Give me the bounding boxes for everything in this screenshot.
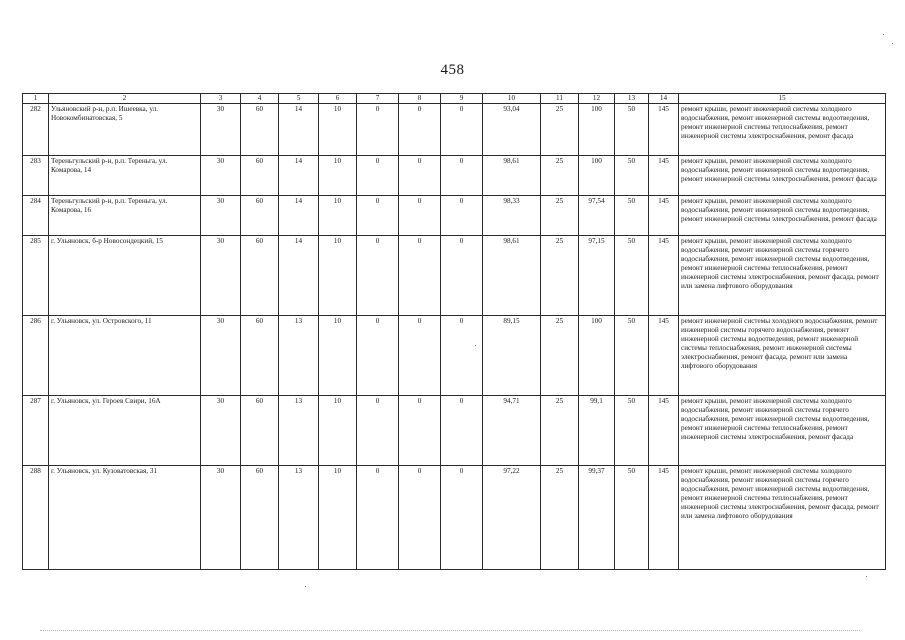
value-cell: 14 bbox=[279, 156, 319, 196]
value-cell: 0 bbox=[357, 316, 399, 396]
works-cell: ремонт крыши, ремонт инженерной системы холодного водоснабжения, ремонт инженерной системы горячего водоснабжения, ремонт инженерной системы водоотведения, ремонт инженерной системы теплоснабжения, ремонт инженерной системы электроснабжения, ремонт фасада bbox=[679, 396, 886, 466]
value-cell: 0 bbox=[441, 156, 483, 196]
value-cell: 13 bbox=[279, 316, 319, 396]
value-cell: 94,71 bbox=[483, 396, 541, 466]
address-cell: г. Ульяновск, ул. Кузоватовская, 31 bbox=[49, 466, 201, 570]
value-cell: 145 bbox=[649, 196, 679, 236]
value-cell: 145 bbox=[649, 156, 679, 196]
value-cell: 145 bbox=[649, 236, 679, 316]
row-number: 285 bbox=[23, 236, 49, 316]
table-row bbox=[23, 466, 886, 570]
column-header: 9 bbox=[441, 94, 483, 104]
value-cell: 0 bbox=[441, 466, 483, 570]
value-cell: 14 bbox=[279, 104, 319, 156]
value-cell: 10 bbox=[319, 156, 357, 196]
table-row bbox=[23, 316, 886, 396]
works-cell: ремонт крыши, ремонт инженерной системы холодного водоснабжения, ремонт инженерной системы горячего водоснабжения, ремонт инженерной системы водоотведения, ремонт инженерной системы теплоснабжения, ремонт инженерной системы электроснабжения, ремонт фасада, ремонт или замена лифтового оборудования bbox=[679, 466, 886, 570]
value-cell: 97,15 bbox=[579, 236, 615, 316]
table-row bbox=[23, 104, 886, 156]
row-number: 287 bbox=[23, 396, 49, 466]
column-header: 7 bbox=[357, 94, 399, 104]
value-cell: 13 bbox=[279, 396, 319, 466]
value-cell: 50 bbox=[615, 316, 649, 396]
column-header: 13 bbox=[615, 94, 649, 104]
value-cell: 0 bbox=[399, 316, 441, 396]
value-cell: 60 bbox=[241, 316, 279, 396]
value-cell: 0 bbox=[399, 466, 441, 570]
column-header: 11 bbox=[541, 94, 579, 104]
row-number: 286 bbox=[23, 316, 49, 396]
column-header: 12 bbox=[579, 94, 615, 104]
value-cell: 0 bbox=[399, 104, 441, 156]
value-cell: 97,54 bbox=[579, 196, 615, 236]
works-cell: ремонт инженерной системы холодного водоснабжения, ремонт инженерной системы горячего водоснабжения, ремонт инженерной системы водоотведения, ремонт инженерной системы теплоснабжения, ремонт инженерной системы электроснабжения, ремонт фасада, ремонт или замена лифтового оборудования bbox=[679, 316, 886, 396]
value-cell: 30 bbox=[201, 196, 241, 236]
value-cell: 50 bbox=[615, 156, 649, 196]
row-number: 288 bbox=[23, 466, 49, 570]
value-cell: 25 bbox=[541, 316, 579, 396]
value-cell: 14 bbox=[279, 196, 319, 236]
value-cell: 50 bbox=[615, 466, 649, 570]
value-cell: 50 bbox=[615, 104, 649, 156]
table-row bbox=[23, 396, 886, 466]
header-row bbox=[23, 94, 886, 104]
value-cell: 60 bbox=[241, 466, 279, 570]
value-cell: 145 bbox=[649, 316, 679, 396]
column-header: 2 bbox=[49, 94, 201, 104]
value-cell: 99,37 bbox=[579, 466, 615, 570]
value-cell: 0 bbox=[399, 196, 441, 236]
scan-footer-noise bbox=[40, 630, 860, 632]
value-cell: 0 bbox=[399, 236, 441, 316]
works-cell: ремонт крыши, ремонт инженерной системы холодного водоснабжения, ремонт инженерной системы водоотведения, ремонт инженерной системы электроснабжения, ремонт фасада bbox=[679, 156, 886, 196]
row-number: 283 bbox=[23, 156, 49, 196]
value-cell: 10 bbox=[319, 196, 357, 236]
value-cell: 50 bbox=[615, 396, 649, 466]
value-cell: 0 bbox=[399, 156, 441, 196]
value-cell: 0 bbox=[441, 236, 483, 316]
value-cell: 50 bbox=[615, 196, 649, 236]
value-cell: 30 bbox=[201, 466, 241, 570]
row-number: 284 bbox=[23, 196, 49, 236]
works-cell: ремонт крыши, ремонт инженерной системы холодного водоснабжения, ремонт инженерной системы горячего водоснабжения, ремонт инженерной системы водоотведения, ремонт инженерной системы теплоснабжения, ремонт инженерной системы электроснабжения, ремонт фасада, ремонт или замена лифтового оборудования bbox=[679, 236, 886, 316]
value-cell: 89,15 bbox=[483, 316, 541, 396]
table-row bbox=[23, 196, 886, 236]
value-cell: 98,61 bbox=[483, 156, 541, 196]
works-cell: ремонт крыши, ремонт инженерной системы холодного водоснабжения, ремонт инженерной системы водоотведения, ремонт инженерной системы теплоснабжения, ремонт инженерной системы электроснабжения, ремонт фасада bbox=[679, 104, 886, 156]
value-cell: 60 bbox=[241, 104, 279, 156]
value-cell: 50 bbox=[615, 236, 649, 316]
value-cell: 10 bbox=[319, 316, 357, 396]
address-cell: г. Ульяновск, б-р Новосондецкий, 15 bbox=[49, 236, 201, 316]
table-row bbox=[23, 156, 886, 196]
address-cell: Ульяновский р-н, р.п. Ишеевка, ул. Новокомбинатовская, 5 bbox=[49, 104, 201, 156]
value-cell: 10 bbox=[319, 396, 357, 466]
page-number: 458 bbox=[440, 62, 465, 78]
value-cell: 25 bbox=[541, 104, 579, 156]
value-cell: 30 bbox=[201, 396, 241, 466]
value-cell: 60 bbox=[241, 396, 279, 466]
scan-speck bbox=[305, 586, 306, 587]
value-cell: 0 bbox=[357, 156, 399, 196]
value-cell: 97,22 bbox=[483, 466, 541, 570]
value-cell: 145 bbox=[649, 104, 679, 156]
value-cell: 0 bbox=[357, 396, 399, 466]
value-cell: 0 bbox=[441, 396, 483, 466]
scan-speck bbox=[883, 34, 884, 35]
value-cell: 0 bbox=[357, 236, 399, 316]
value-cell: 93,04 bbox=[483, 104, 541, 156]
value-cell: 100 bbox=[579, 316, 615, 396]
column-header: 5 bbox=[279, 94, 319, 104]
value-cell: 25 bbox=[541, 156, 579, 196]
value-cell: 30 bbox=[201, 236, 241, 316]
value-cell: 30 bbox=[201, 104, 241, 156]
value-cell: 0 bbox=[441, 316, 483, 396]
value-cell: 30 bbox=[201, 156, 241, 196]
column-header: 1 bbox=[23, 94, 49, 104]
value-cell: 25 bbox=[541, 466, 579, 570]
value-cell: 98,33 bbox=[483, 196, 541, 236]
column-header: 8 bbox=[399, 94, 441, 104]
value-cell: 145 bbox=[649, 466, 679, 570]
value-cell: 14 bbox=[279, 236, 319, 316]
column-header: 10 bbox=[483, 94, 541, 104]
value-cell: 98,61 bbox=[483, 236, 541, 316]
value-cell: 0 bbox=[357, 196, 399, 236]
value-cell: 145 bbox=[649, 396, 679, 466]
value-cell: 10 bbox=[319, 466, 357, 570]
scan-speck bbox=[866, 576, 867, 577]
column-header: 15 bbox=[679, 94, 886, 104]
value-cell: 0 bbox=[441, 196, 483, 236]
value-cell: 100 bbox=[579, 104, 615, 156]
value-cell: 25 bbox=[541, 236, 579, 316]
value-cell: 25 bbox=[541, 196, 579, 236]
value-cell: 10 bbox=[319, 104, 357, 156]
value-cell: 0 bbox=[357, 466, 399, 570]
value-cell: 60 bbox=[241, 236, 279, 316]
column-header: 4 bbox=[241, 94, 279, 104]
register-table bbox=[22, 93, 886, 570]
scan-speck bbox=[892, 43, 893, 44]
value-cell: 60 bbox=[241, 196, 279, 236]
value-cell: 30 bbox=[201, 316, 241, 396]
row-number: 282 bbox=[23, 104, 49, 156]
value-cell: 13 bbox=[279, 466, 319, 570]
works-cell: ремонт крыши, ремонт инженерной системы холодного водоснабжения, ремонт инженерной системы водоотведения, ремонт инженерной системы электроснабжения, ремонт фасада bbox=[679, 196, 886, 236]
address-cell: Тереньгульский р-н, р.п. Тереньга, ул. Комарова, 16 bbox=[49, 196, 201, 236]
value-cell: 25 bbox=[541, 396, 579, 466]
address-cell: г. Ульяновск, ул. Героев Свири, 16А bbox=[49, 396, 201, 466]
value-cell: 60 bbox=[241, 156, 279, 196]
column-header: 3 bbox=[201, 94, 241, 104]
address-cell: Тереньгульский р-н, р.п. Тереньга, ул. Комарова, 14 bbox=[49, 156, 201, 196]
column-header: 6 bbox=[319, 94, 357, 104]
column-header: 14 bbox=[649, 94, 679, 104]
value-cell: 0 bbox=[399, 396, 441, 466]
value-cell: 0 bbox=[357, 104, 399, 156]
address-cell: г. Ульяновск, ул. Островского, 11 bbox=[49, 316, 201, 396]
table-row bbox=[23, 236, 886, 316]
value-cell: 100 bbox=[579, 156, 615, 196]
scan-speck bbox=[475, 345, 476, 346]
value-cell: 0 bbox=[441, 104, 483, 156]
value-cell: 99,1 bbox=[579, 396, 615, 466]
value-cell: 10 bbox=[319, 236, 357, 316]
